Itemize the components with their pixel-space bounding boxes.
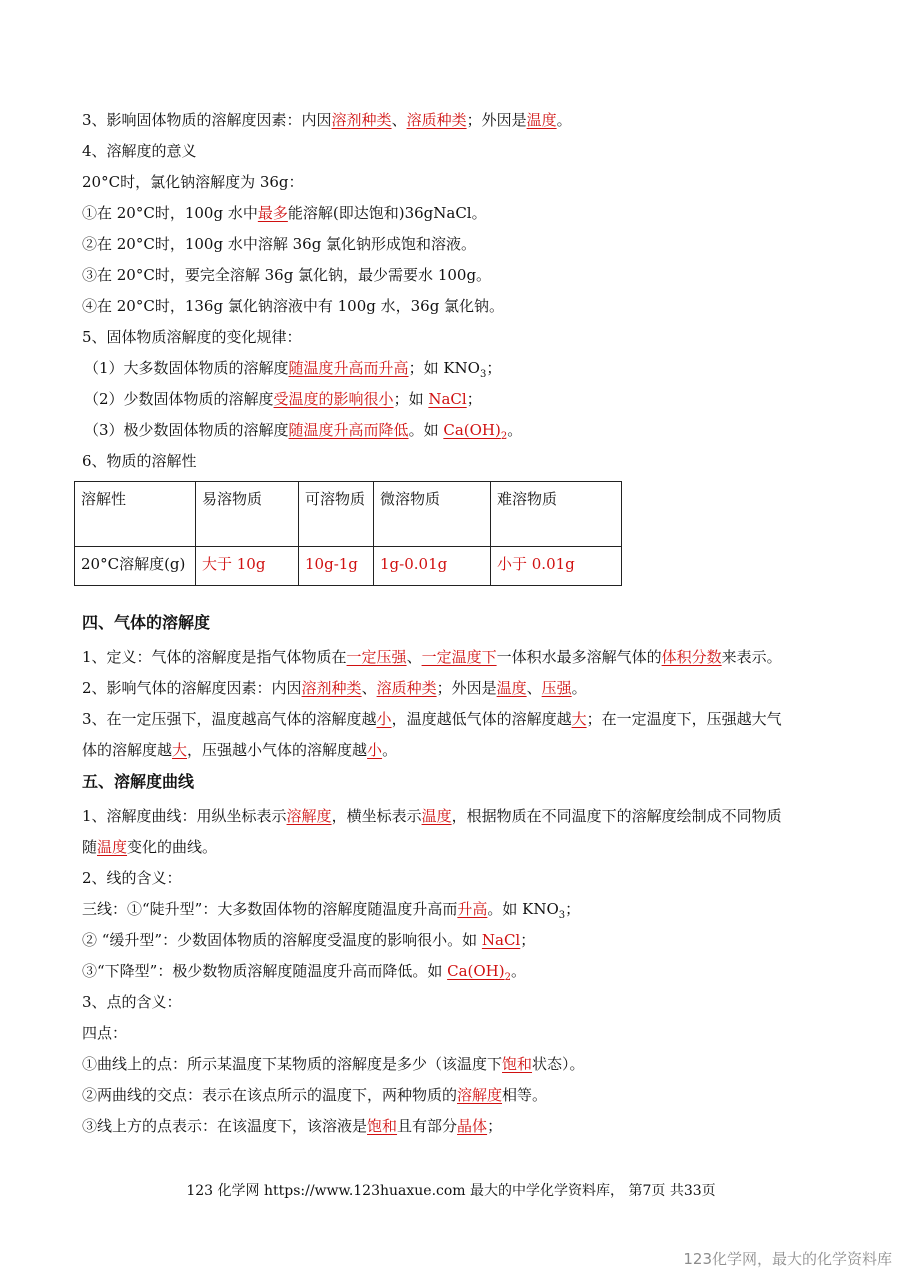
text-line: ③在 20°C时，要完全溶解 36g 氯化钠，最少需要水 100g。 [82, 266, 492, 284]
section-heading: 五、溶解度曲线 [82, 772, 195, 791]
text-line: 20°C时，氯化钠溶解度为 36g： [82, 173, 304, 191]
answer-fill: 受温度的影响很小 [273, 390, 394, 408]
answer-fill: NaCl [481, 931, 521, 949]
text-line: （2）少数固体物质的溶解度受温度的影响很小；如 NaCl； [84, 390, 482, 408]
answer-fill: $Ca(OH)_2$ [443, 421, 508, 442]
answer-fill: 溶质种类 [406, 111, 467, 129]
text-line: ③“下降型”：极少数物质溶解度随温度升高而降低。如 $Ca(OH)_2$。 [82, 962, 527, 983]
page-footer: 123 化学网 https://www.123huaxue.com 最大的中学化学资料库， 第7页 共33页 [186, 1183, 716, 1199]
answer-fill: 温度 [421, 807, 452, 825]
text-line: （3）极少数固体物质的溶解度随温度升高而降低。如 $Ca(OH)_2$。 [84, 421, 523, 442]
answer-fill: 大 [571, 710, 587, 728]
text-line: ④在 20°C时，136g 氯化钠溶液中有 100g 水，36g 氯化钠。 [82, 297, 505, 315]
text-line: ③线上方的点表示：在该温度下，该溶液是饱和且有部分晶体； [82, 1117, 503, 1135]
text-line: ①曲线上的点：所示某温度下某物质的溶解度是多少（该温度下饱和状态）。 [82, 1055, 585, 1073]
answer-fill: 溶剂种类 [331, 111, 392, 129]
solubility-table [74, 481, 622, 586]
answer-fill: 随温度升高而降低 [288, 421, 409, 439]
section-heading: 四、气体的溶解度 [82, 613, 211, 632]
table-row [75, 547, 622, 586]
answer-fill: $Ca(OH)_2$ [447, 962, 511, 983]
text-line: 随温度变化的曲线。 [82, 838, 218, 856]
text-line: ② “缓升型”：少数固体物质的溶解度受温度的影响很小。如 NaCl； [82, 931, 536, 949]
answer-fill: 小 [367, 741, 383, 759]
text-line: 6、物质的溶解性 [82, 452, 197, 470]
text-line: 体的溶解度越大，压强越小气体的溶解度越小。 [82, 741, 398, 759]
table-cell: 20°C溶解度(g) [75, 547, 196, 586]
answer-fill: 溶解度 [457, 1086, 503, 1104]
text-line: ②两曲线的交点：表示在该点所示的温度下，两种物质的溶解度相等。 [82, 1086, 548, 1104]
answer-fill: 一定温度下 [421, 648, 497, 666]
answer-fill: 温度 [526, 111, 557, 129]
text-line: ②在 20°C时，100g 水中溶解 36g 氯化钠形成饱和溶液。 [82, 235, 477, 253]
text-line: （1）大多数固体物质的溶解度随温度升高而升高；如 $KNO_3$； [84, 359, 502, 380]
answer-fill: 体积分数 [661, 648, 722, 666]
text-line: 2、影响气体的溶解度因素：内因溶剂种类、溶质种类；外因是温度、压强。 [82, 679, 587, 697]
table-header-row [75, 482, 622, 547]
answer-fill: 升高 [457, 900, 488, 918]
table-cell: 1g-0.01g [374, 547, 491, 586]
answer-fill: 温度 [496, 679, 527, 697]
answer-fill: 溶质种类 [376, 679, 437, 697]
answer-fill: 小 [376, 710, 392, 728]
answer-fill: 饱和 [502, 1055, 533, 1073]
table-cell: 大于 10g [196, 547, 299, 586]
text-line: 5、固体物质溶解度的变化规律： [82, 328, 302, 346]
answer-fill: 一定压强 [346, 648, 407, 666]
answer-fill: 溶解度 [286, 807, 332, 825]
text-line: 三线：①“陡升型”：大多数固体物的溶解度随温度升高而升高。如 $KNO_3$； [82, 900, 581, 921]
text-line: 3、在一定压强下，温度越高气体的溶解度越小，温度越低气体的溶解度越大；在一定温度下，压强越大气 [82, 710, 782, 728]
text-line: ①在 20°C时，100g 水中最多能溶解(即达饱和)36gNaCl。 [82, 204, 487, 222]
text-line: 3、影响固体物质的溶解度因素：内因溶剂种类、溶质种类；外因是温度。 [82, 111, 572, 129]
text-line: 1、溶解度曲线：用纵坐标表示溶解度，横坐标表示温度，根据物质在不同温度下的溶解度绘制成不同物质 [82, 807, 782, 825]
text-line: 4、溶解度的意义 [82, 142, 197, 160]
answer-fill: 饱和 [367, 1117, 398, 1135]
answer-fill: 晶体 [457, 1117, 488, 1135]
watermark: 123化学网，最大的化学资料库 [683, 1250, 892, 1268]
answer-fill: 溶剂种类 [301, 679, 362, 697]
table-cell: 10g-1g [299, 547, 374, 586]
table-cell: 溶解性 [75, 482, 196, 547]
table-cell: 易溶物质 [196, 482, 299, 547]
answer-fill: NaCl [428, 390, 467, 408]
text-line: 1、定义：气体的溶解度是指气体物质在一定压强、一定温度下一体积水最多溶解气体的体积分数来表示。 [82, 648, 782, 666]
table-cell: 微溶物质 [374, 482, 491, 547]
text-line: 2、线的含义： [82, 869, 182, 887]
table-cell: 难溶物质 [491, 482, 622, 547]
answer-fill: 随温度升高而升高 [288, 359, 409, 377]
text-line: 3、点的含义： [82, 993, 182, 1011]
answer-fill: 温度 [97, 838, 128, 856]
text-line: 四点： [82, 1024, 128, 1042]
table-cell: 可溶物质 [299, 482, 374, 547]
answer-fill: 压强 [541, 679, 572, 697]
table-cell: 小于 0.01g [491, 547, 622, 586]
answer-fill: 大 [172, 741, 188, 759]
answer-fill: 最多 [257, 204, 288, 222]
